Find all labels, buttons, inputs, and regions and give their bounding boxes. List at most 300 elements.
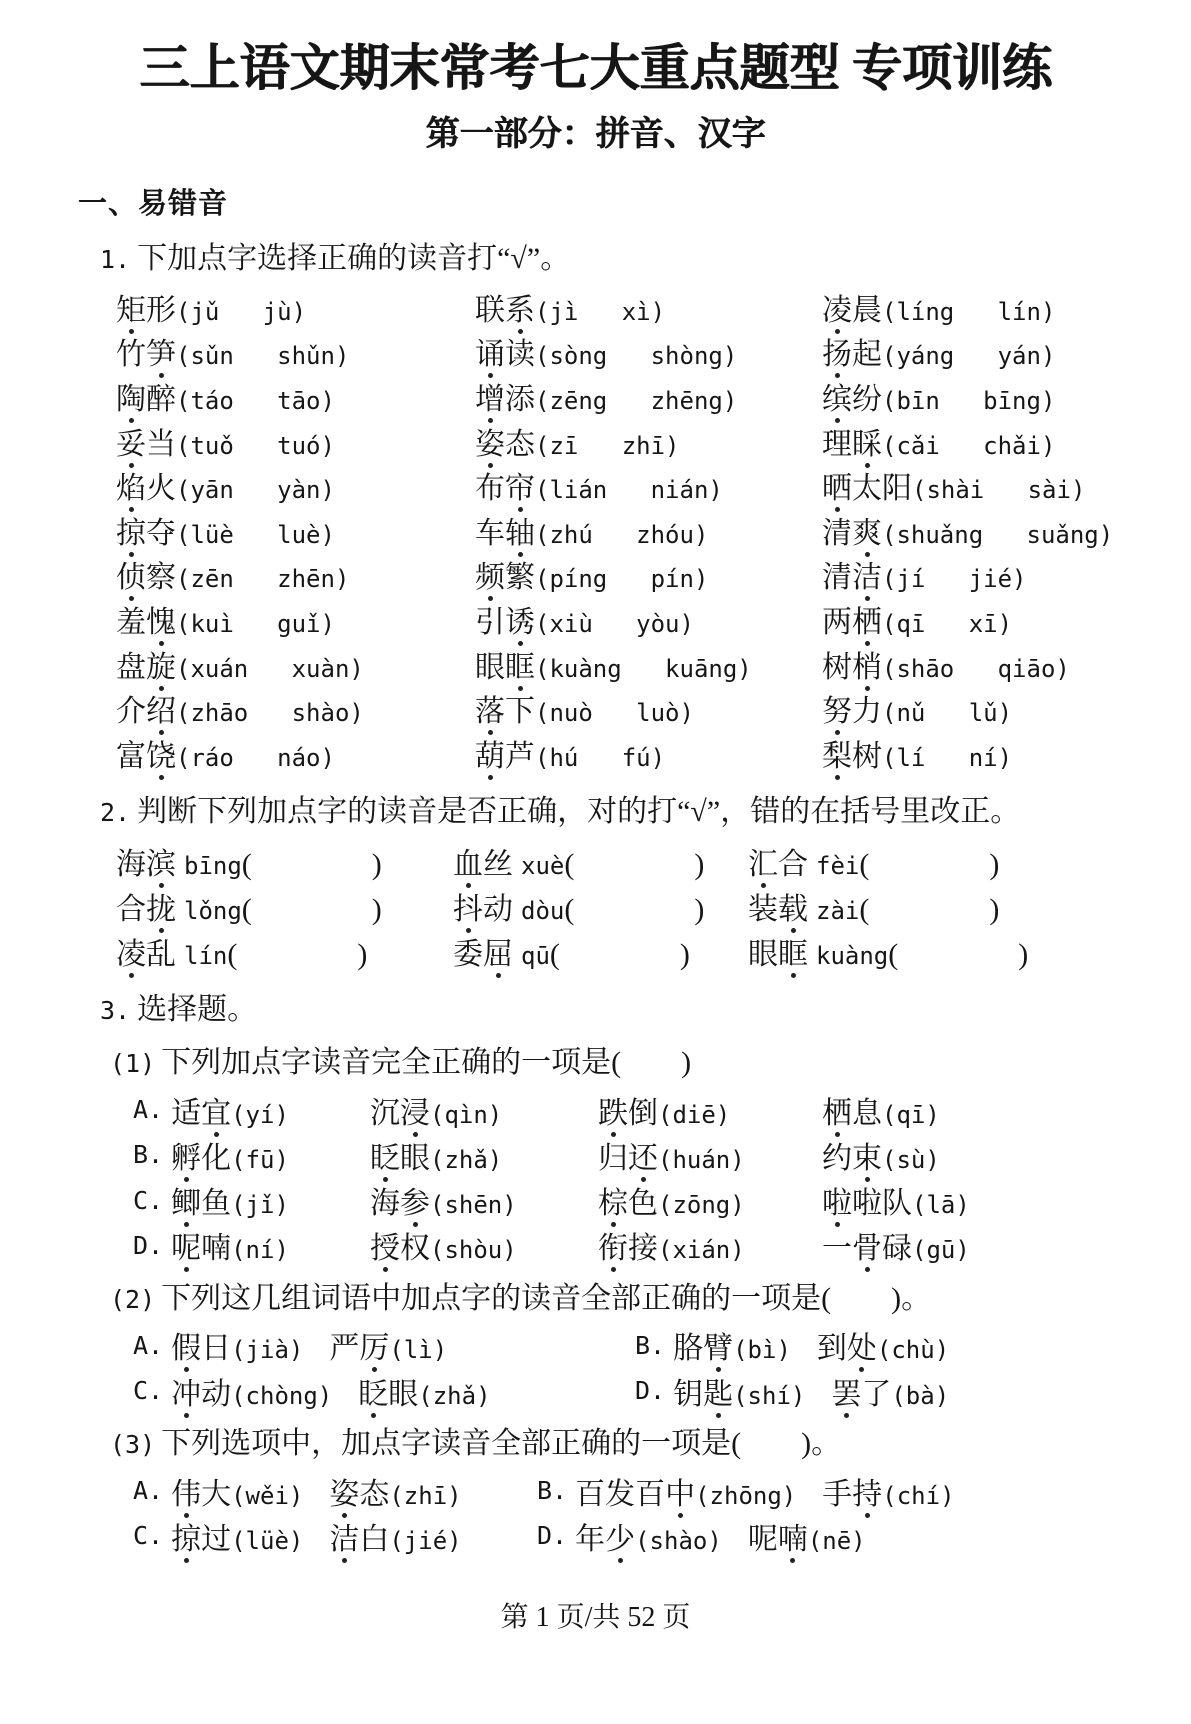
option-cell <box>822 1088 1191 1132</box>
sub-question3-options <box>133 1468 1191 1558</box>
emphasized-char: 抖 <box>453 892 483 926</box>
word-entry <box>822 329 1055 373</box>
word-pinyin: (gū) <box>912 1236 970 1265</box>
word-pinyin: qū <box>521 941 550 970</box>
option-cell <box>133 1323 635 1367</box>
word-hanzi: 掠过 <box>171 1522 232 1556</box>
word-pinyin: (shuǎng suǎng) <box>882 520 1114 549</box>
emphasized-char: 栖 <box>822 1096 852 1130</box>
word-hanzi: 竹笋 <box>116 338 176 372</box>
emphasized-char: 晒 <box>822 472 852 506</box>
emphasized-char: 焰 <box>116 472 146 506</box>
emphasized-char: 眶 <box>778 937 808 971</box>
sub-question1-line <box>110 1042 1191 1085</box>
word-entry <box>822 1469 954 1513</box>
word-hanzi: 缤纷 <box>822 382 882 416</box>
word-pinyin: (nē) <box>807 1526 866 1555</box>
word-entry <box>116 508 335 552</box>
word-entry <box>575 1514 722 1558</box>
word-entry <box>822 686 1012 730</box>
word-pinyin: (qī xī) <box>882 609 1013 638</box>
word-pinyin: (nǔ lǔ) <box>882 699 1013 728</box>
word-hanzi: 姿态 <box>475 427 535 461</box>
option-cell <box>598 1133 822 1177</box>
word-hanzi: 汇合 <box>748 847 808 881</box>
word-hanzi: 棕色 <box>598 1187 658 1220</box>
word-hanzi: 富饶 <box>116 739 176 773</box>
word-pinyin: (lí ní) <box>882 743 1013 772</box>
word-entry <box>116 929 367 973</box>
emphasized-char: 授 <box>370 1232 400 1266</box>
option-cell <box>822 1178 1191 1222</box>
word-entry <box>329 1469 461 1513</box>
word-pinyin: (lüè luè) <box>176 520 335 549</box>
word-hanzi: 努力 <box>822 695 882 729</box>
word-entry <box>598 1088 730 1132</box>
word-entry <box>370 1133 502 1177</box>
word-entry-cell <box>822 507 1191 552</box>
word-entry <box>673 1369 805 1413</box>
word-pinyin: (lián nián) <box>535 476 723 505</box>
sub-question3-line <box>110 1423 1191 1466</box>
word-pinyin: (bì) <box>733 1336 791 1365</box>
option-letter: B. <box>537 1476 568 1506</box>
word-entry-cell <box>822 686 1191 731</box>
word-entry-cell <box>116 418 475 463</box>
word-entry-cell <box>822 463 1191 508</box>
word-entry <box>475 374 737 418</box>
word-hanzi: 诵读 <box>475 338 535 372</box>
word-pinyin: (chù) <box>876 1336 950 1365</box>
option-cell <box>598 1088 822 1132</box>
answer-blank: ( ) <box>564 847 705 881</box>
emphasized-char: 啦 <box>822 1187 852 1220</box>
sub-question3-prompt: 下列选项中，加点字读音全部正确的一项是( )。 <box>161 1427 842 1461</box>
word-hanzi: 树梢 <box>822 650 882 684</box>
word-entry-cell <box>116 552 475 597</box>
option-letter: B. <box>133 1140 164 1170</box>
emphasized-char: 侦 <box>116 561 146 595</box>
word-entry-cell <box>116 597 475 642</box>
word-entry <box>116 374 335 418</box>
word-pinyin: (shēn) <box>430 1191 517 1219</box>
emphasized-char: 绍 <box>146 695 176 729</box>
word-entry-cell <box>822 329 1191 374</box>
question2-word-grid <box>116 838 1191 973</box>
emphasized-char: 喃 <box>777 1522 808 1556</box>
word-entry <box>673 1323 791 1367</box>
word-entry <box>171 1133 289 1177</box>
word-pinyin: (zhī) <box>389 1481 462 1510</box>
word-entry <box>171 1514 303 1558</box>
emphasized-char: 笋 <box>146 338 176 372</box>
word-pinyin: (táo tāo) <box>176 386 335 415</box>
word-entry-cell <box>822 597 1191 642</box>
emphasized-char: 眨 <box>358 1377 389 1411</box>
word-pinyin: (bà) <box>891 1381 950 1410</box>
emphasized-char: 频 <box>475 561 505 595</box>
word-pinyin: (xuán xuàn) <box>176 654 364 683</box>
emphasized-char: 爽 <box>852 516 882 550</box>
word-entry <box>370 1178 517 1222</box>
question1-prompt: 下加点字选择正确的读音打“√”。 <box>137 241 571 275</box>
word-hanzi: 归还 <box>598 1141 658 1175</box>
sub-question2-label: (2) <box>110 1284 156 1314</box>
word-hanzi: 盘旋 <box>116 650 176 684</box>
option-cell <box>635 1323 1191 1367</box>
word-pinyin: bīng <box>184 851 242 880</box>
word-hanzi: 冲动 <box>171 1377 232 1411</box>
option-letter: C. <box>133 1521 164 1551</box>
emphasized-char: 缤 <box>822 382 852 416</box>
word-hanzi: 凌晨 <box>822 293 882 327</box>
option-cell <box>537 1469 1191 1513</box>
emphasized-char: 轴 <box>505 516 535 550</box>
word-hanzi: 抖动 <box>453 892 513 926</box>
sub-question2-line <box>110 1278 1191 1321</box>
emphasized-char: 载 <box>778 892 808 926</box>
word-hanzi: 眼眶 <box>475 650 535 684</box>
word-entry <box>171 1323 303 1367</box>
word-hanzi: 扬起 <box>822 338 882 372</box>
word-hanzi: 葫芦 <box>475 739 535 773</box>
option-cell <box>370 1178 598 1222</box>
option-cell <box>822 1133 1191 1177</box>
word-pinyin: (zōng) <box>658 1191 745 1219</box>
emphasized-char: 睬 <box>852 427 882 461</box>
sub-question1-options <box>133 1087 1191 1268</box>
option-cell <box>133 1133 370 1177</box>
word-entry-cell <box>453 883 748 928</box>
word-hanzi: 陶醉 <box>116 382 176 416</box>
word-pinyin: kuàng <box>816 941 889 970</box>
word-entry-cell <box>748 928 1191 973</box>
option-cell <box>133 1223 370 1267</box>
word-entry <box>748 839 999 883</box>
word-hanzi: 鲫鱼 <box>171 1187 232 1220</box>
word-pinyin: (yáng yán) <box>882 342 1056 371</box>
word-entry <box>453 884 704 928</box>
option-row <box>133 1468 1191 1513</box>
word-entry <box>475 419 680 463</box>
word-entry-cell <box>453 928 748 973</box>
word-entry <box>329 1514 461 1558</box>
emphasized-char: 参 <box>400 1187 430 1220</box>
question2-number: 2. <box>100 798 131 828</box>
emphasized-char: 厉 <box>359 1332 390 1366</box>
word-pinyin: (shí) <box>733 1381 806 1410</box>
emphasized-char: 掠 <box>116 516 146 550</box>
word-pinyin: (kuì guǐ) <box>176 609 335 638</box>
word-entry <box>475 597 694 641</box>
answer-blank: ( ) <box>564 892 705 926</box>
option-letter: D. <box>635 1376 666 1406</box>
word-hanzi: 梨树 <box>822 739 882 773</box>
word-pinyin: (ráo náo) <box>176 743 335 772</box>
word-pinyin: lín <box>184 941 228 970</box>
emphasized-char: 衔 <box>598 1232 628 1266</box>
word-entry-cell <box>116 686 475 731</box>
word-entry-cell <box>475 285 822 330</box>
word-hanzi: 钥匙 <box>673 1377 734 1411</box>
word-hanzi: 一骨碌 <box>822 1232 912 1266</box>
option-row <box>133 1323 1191 1368</box>
word-hanzi: 跌倒 <box>598 1096 658 1130</box>
word-pinyin: zài <box>816 896 860 925</box>
option-cell <box>133 1369 635 1413</box>
word-entry <box>171 1088 289 1132</box>
word-entry-cell <box>116 285 475 330</box>
emphasized-char: 持 <box>852 1477 883 1511</box>
doc-subtitle: 第一部分：拼音、汉字 <box>425 115 766 153</box>
word-hanzi: 沉浸 <box>370 1096 430 1130</box>
word-hanzi: 啦啦队 <box>822 1187 912 1220</box>
option-row <box>133 1368 1191 1413</box>
answer-blank: ( ) <box>859 892 1000 926</box>
emphasized-char: 饶 <box>146 739 176 773</box>
word-entry <box>822 285 1055 329</box>
word-entry <box>358 1369 490 1413</box>
question3-number: 3. <box>100 996 131 1026</box>
word-entry <box>822 642 1070 686</box>
word-pinyin: (xiù yòu) <box>535 609 694 638</box>
word-entry <box>453 929 690 973</box>
emphasized-char: 帘 <box>505 472 535 506</box>
word-hanzi: 伟大 <box>171 1477 232 1511</box>
word-hanzi: 介绍 <box>116 695 176 729</box>
word-entry <box>475 686 694 730</box>
word-entry <box>116 884 382 928</box>
option-letter: C. <box>133 1185 164 1215</box>
word-pinyin: (wěi) <box>231 1481 304 1510</box>
word-hanzi: 衔接 <box>598 1232 658 1266</box>
word-entry <box>822 552 1027 596</box>
word-entry <box>116 642 364 686</box>
word-entry <box>171 1369 332 1413</box>
word-hanzi: 呢喃 <box>171 1232 232 1266</box>
word-entry-cell <box>116 928 453 973</box>
word-hanzi: 年少 <box>575 1522 636 1556</box>
word-entry-cell <box>475 418 822 463</box>
answer-blank: ( ) <box>888 937 1029 971</box>
word-pinyin: xuè <box>521 851 565 880</box>
word-entry-cell <box>748 883 1191 928</box>
emphasized-char: 少 <box>605 1522 636 1556</box>
word-entry <box>171 1178 289 1222</box>
question3-prompt: 选择题。 <box>137 993 258 1027</box>
answer-blank: ( ) <box>859 847 1000 881</box>
word-pinyin: (jǐ) <box>231 1191 289 1219</box>
word-entry <box>822 508 1113 552</box>
page-number: 第 1 页/共 52 页 <box>500 1601 691 1633</box>
emphasized-char: 跌 <box>598 1096 628 1130</box>
option-cell <box>133 1514 537 1558</box>
emphasized-char: 眨 <box>370 1141 400 1175</box>
word-hanzi: 眨眼 <box>370 1141 430 1175</box>
sub-question2-prompt: 下列这几组词语中加点字的读音全部正确的一项是( )。 <box>161 1281 932 1315</box>
emphasized-char: 眶 <box>505 650 535 684</box>
sub-question2-options <box>133 1323 1191 1413</box>
emphasized-char: 还 <box>628 1141 658 1175</box>
word-pinyin: (qī) <box>882 1100 940 1129</box>
word-hanzi: 适宜 <box>171 1096 232 1130</box>
emphasized-char: 梢 <box>852 650 882 684</box>
emphasized-char: 呢 <box>171 1232 202 1266</box>
word-pinyin: (zhǎ) <box>430 1145 503 1174</box>
word-pinyin: (chòng) <box>231 1381 333 1410</box>
option-row <box>133 1087 1191 1132</box>
word-pinyin: (líng lín) <box>882 297 1056 326</box>
option-cell <box>370 1133 598 1177</box>
sub-question3-label: (3) <box>110 1430 156 1460</box>
emphasized-char: 臂 <box>703 1332 734 1366</box>
word-entry <box>822 1088 940 1132</box>
word-pinyin: (kuàng kuāng) <box>535 654 752 683</box>
emphasized-char: 血 <box>453 847 483 881</box>
word-pinyin: (yān yàn) <box>176 476 335 505</box>
word-hanzi: 矩形 <box>116 293 176 327</box>
option-letter: C. <box>133 1376 164 1406</box>
emphasized-char: 处 <box>846 1332 877 1366</box>
word-hanzi: 频繁 <box>475 561 535 595</box>
word-hanzi: 姿态 <box>329 1477 390 1511</box>
question2-prompt-line <box>100 791 1191 834</box>
word-hanzi: 洁白 <box>329 1522 390 1556</box>
emphasized-char: 梨 <box>822 739 852 773</box>
word-hanzi: 焰火 <box>116 472 176 506</box>
emphasized-char: 浸 <box>400 1096 430 1130</box>
worksheet-page <box>0 40 1191 1724</box>
word-hanzi: 合拢 <box>116 892 176 926</box>
word-hanzi: 落下 <box>475 695 535 729</box>
question3-prompt-line <box>100 989 1191 1032</box>
word-hanzi: 布帘 <box>475 472 535 506</box>
word-entry <box>475 463 723 507</box>
word-hanzi: 授权 <box>370 1232 430 1266</box>
word-entry-cell <box>475 730 822 775</box>
word-entry-cell <box>116 463 475 508</box>
word-entry <box>116 285 306 329</box>
word-pinyin: (diē) <box>658 1100 731 1129</box>
emphasized-char: 葫 <box>475 739 505 773</box>
word-hanzi: 手持 <box>822 1477 883 1511</box>
word-entry-cell <box>822 418 1191 463</box>
word-entry <box>575 1469 796 1513</box>
word-pinyin: (shài sài) <box>912 476 1086 505</box>
word-entry-cell <box>116 374 475 419</box>
emphasized-char: 旋 <box>146 650 176 684</box>
word-hanzi: 掠夺 <box>116 516 176 550</box>
option-cell <box>133 1088 370 1132</box>
word-hanzi: 车轴 <box>475 516 535 550</box>
word-hanzi: 凌乱 <box>116 937 176 971</box>
word-hanzi: 装载 <box>748 892 808 926</box>
word-entry <box>598 1223 745 1267</box>
word-pinyin: (huán) <box>658 1145 745 1174</box>
answer-blank: ( ) <box>241 847 382 881</box>
word-entry-cell <box>475 597 822 642</box>
emphasized-char: 棕 <box>598 1187 628 1220</box>
option-cell <box>635 1369 1191 1413</box>
word-pinyin: (shào) <box>635 1526 722 1555</box>
word-entry <box>171 1223 289 1267</box>
word-hanzi: 晒太阳 <box>822 472 912 506</box>
word-entry-cell <box>475 463 822 508</box>
emphasized-char: 系 <box>505 293 535 327</box>
section-heading: 一、易错音 <box>78 187 229 220</box>
word-pinyin: (hú fú) <box>535 743 666 772</box>
emphasized-char: 凌 <box>822 293 852 327</box>
option-letter: B. <box>635 1330 666 1360</box>
emphasized-char: 鲫 <box>171 1187 202 1220</box>
word-pinyin: (qìn) <box>430 1100 503 1129</box>
sub-question1-prompt: 下列加点字读音完全正确的一项是( ) <box>161 1046 692 1080</box>
word-entry <box>370 1088 502 1132</box>
word-entry-cell <box>475 641 822 686</box>
word-hanzi: 侦察 <box>116 561 176 595</box>
word-hanzi: 假日 <box>171 1332 232 1366</box>
emphasized-char: 姿 <box>475 427 505 461</box>
emphasized-char: 妥 <box>116 427 146 461</box>
word-entry-cell <box>116 730 475 775</box>
word-entry <box>116 463 335 507</box>
word-hanzi: 羞愧 <box>116 605 176 639</box>
emphasized-char: 假 <box>171 1332 202 1366</box>
word-hanzi: 引诱 <box>475 605 535 639</box>
word-hanzi: 栖息 <box>822 1096 882 1130</box>
emphasized-char: 束 <box>852 1141 882 1175</box>
word-pinyin: dòu <box>521 896 565 925</box>
word-entry <box>822 419 1055 463</box>
word-entry-cell <box>475 552 822 597</box>
word-pinyin: (ní) <box>231 1236 289 1265</box>
word-pinyin: (jǔ jù) <box>176 297 307 326</box>
word-pinyin: (jì xì) <box>535 297 666 326</box>
word-entry <box>831 1369 949 1413</box>
word-entry-cell <box>116 641 475 686</box>
answer-blank: ( ) <box>241 892 382 926</box>
word-entry-cell <box>116 329 475 374</box>
word-pinyin: (jià) <box>231 1336 304 1365</box>
word-hanzi: 眨眼 <box>358 1377 419 1411</box>
word-hanzi: 增添 <box>475 382 535 416</box>
word-entry <box>370 1223 517 1267</box>
sub-question1-label: (1) <box>110 1049 156 1079</box>
word-entry-cell <box>116 838 453 883</box>
word-pinyin: (zhú zhóu) <box>535 520 709 549</box>
word-pinyin: (lüè) <box>231 1526 304 1555</box>
word-pinyin: (zhōng) <box>695 1481 797 1510</box>
word-pinyin: (jí jié) <box>882 565 1027 594</box>
word-pinyin: (sǔn shǔn) <box>176 342 350 371</box>
word-pinyin: (fū) <box>231 1145 289 1174</box>
option-row <box>133 1132 1191 1177</box>
word-entry <box>475 508 708 552</box>
word-hanzi: 血丝 <box>453 847 513 881</box>
word-entry <box>748 929 1028 973</box>
word-entry <box>598 1178 745 1222</box>
word-entry <box>475 285 665 329</box>
word-entry <box>116 552 349 596</box>
word-entry-cell <box>475 507 822 552</box>
emphasized-char: 罢 <box>831 1377 862 1411</box>
option-cell <box>598 1178 822 1222</box>
word-entry-cell <box>116 507 475 552</box>
word-hanzi: 两栖 <box>822 605 882 639</box>
word-entry <box>116 329 349 373</box>
word-hanzi: 眼眶 <box>748 937 808 971</box>
question1-prompt-line <box>100 238 1191 281</box>
